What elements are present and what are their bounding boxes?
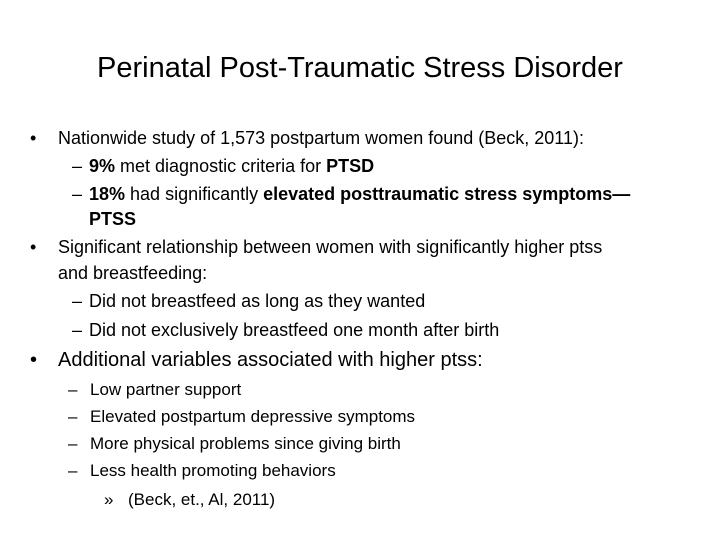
citation: (Beck, et., Al, 2011) bbox=[128, 490, 276, 509]
item-text: More physical problems since giving birth bbox=[90, 434, 401, 453]
ptss-percent: 18% bbox=[89, 184, 126, 204]
item-text: Less health promoting behaviors bbox=[90, 461, 336, 480]
bullet-1-sub-2-cont bbox=[89, 205, 136, 233]
bullet-1-text: Nationwide study of 1,573 postpartum women found (Beck, 2011): bbox=[58, 128, 584, 148]
bullet-marker: • bbox=[30, 237, 37, 257]
item-text: Elevated postpartum depressive symptoms bbox=[90, 407, 416, 426]
bullet-2-cont bbox=[58, 259, 207, 287]
dash-marker: – bbox=[72, 184, 83, 204]
bullet-marker: • bbox=[30, 128, 37, 148]
dash-marker: – bbox=[68, 407, 78, 426]
ptss-label: PTSS bbox=[89, 209, 137, 229]
bullet-2-sub-1-text: Did not breastfeed as long as they wanted bbox=[89, 291, 426, 311]
bullet-3-text: Additional variables associated with higher ptss: bbox=[58, 349, 483, 371]
dash-marker: – bbox=[72, 291, 83, 311]
sub-2-mid: had significantly bbox=[125, 184, 264, 204]
sub-1-mid: met diagnostic criteria for bbox=[115, 156, 327, 176]
ptss-phrase: elevated posttraumatic stress symptoms— bbox=[263, 184, 631, 204]
sub-marker: » bbox=[104, 490, 114, 509]
ptsd-label: PTSD bbox=[326, 156, 375, 176]
bullet-marker: • bbox=[30, 349, 38, 371]
bullet-2-sub-2-text: Did not exclusively breastfeed one month after birth bbox=[89, 320, 500, 340]
bullet-2-line-1: Significant relationship between women with significantly higher ptss bbox=[58, 237, 603, 257]
slide-title: Perinatal Post-Traumatic Stress Disorder bbox=[97, 52, 623, 84]
dash-marker: – bbox=[68, 380, 78, 399]
ptsd-percent: 9% bbox=[89, 156, 116, 176]
dash-marker: – bbox=[68, 461, 78, 480]
dash-marker: – bbox=[72, 156, 83, 176]
dash-marker: – bbox=[68, 434, 78, 453]
bullet-2-line-2: and breastfeeding: bbox=[58, 263, 208, 283]
item-text: Low partner support bbox=[90, 380, 242, 399]
dash-marker: – bbox=[72, 320, 83, 340]
